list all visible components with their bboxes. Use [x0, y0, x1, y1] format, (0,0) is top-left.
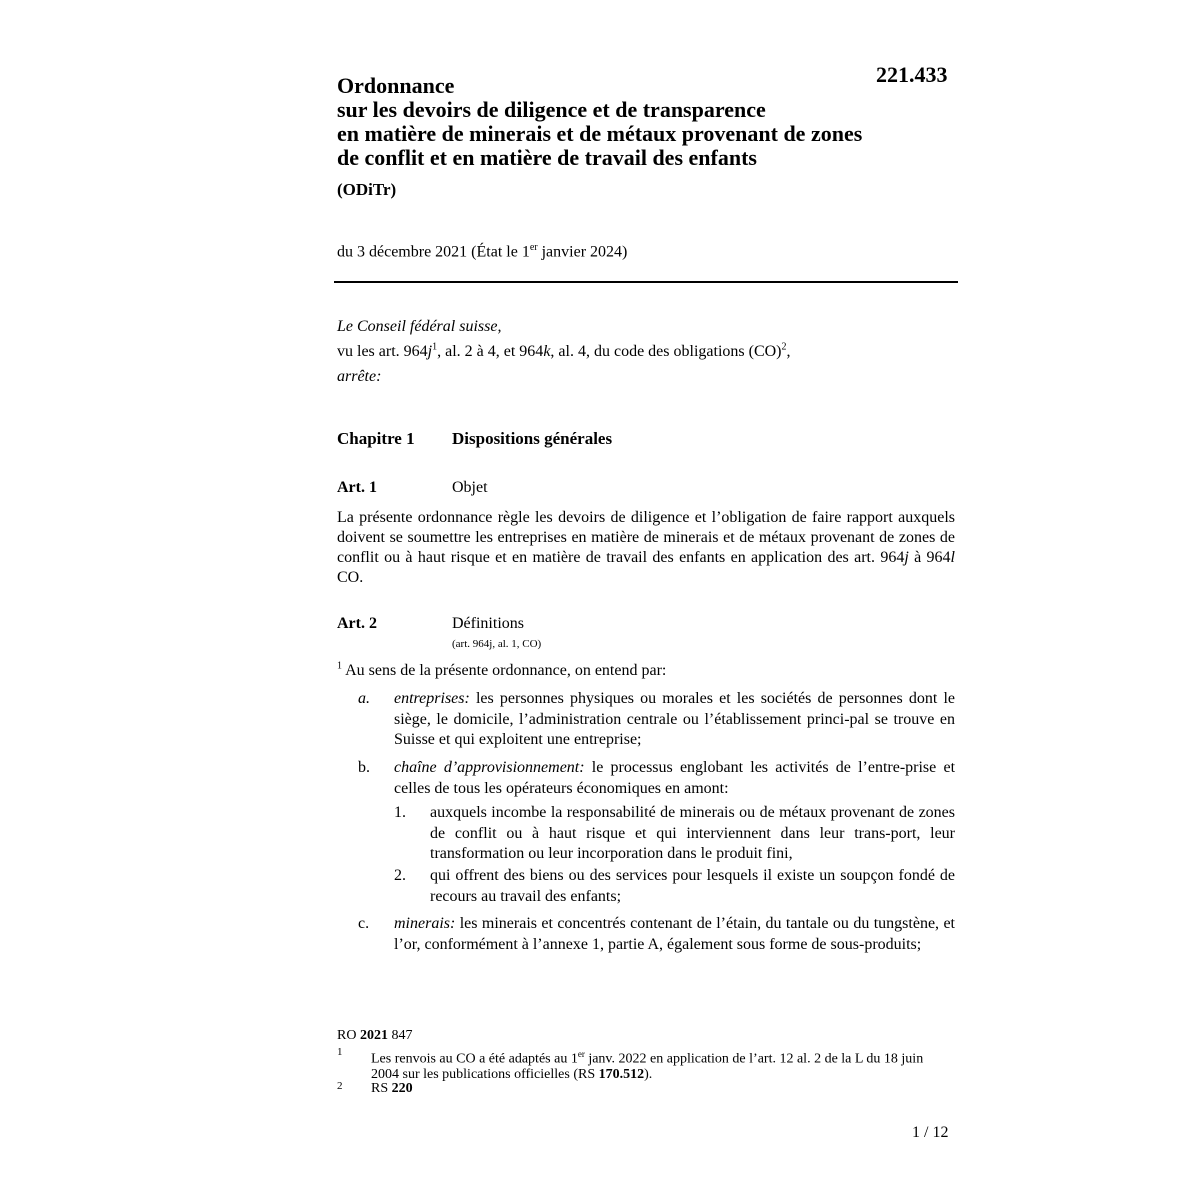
item-term: entreprises: [394, 690, 470, 707]
footnote-2-rs[interactable]: 220 [391, 1081, 413, 1096]
item-marker: b. [358, 759, 370, 776]
subitem-text: qui offrent des biens ou des services pour lesquels il existe un soupçon fondé de recours au travail des enfants; [430, 867, 955, 905]
footnote-1-rs[interactable]: 170.512 [598, 1066, 645, 1082]
article-2-reference: (art. 964j, al. 1, CO) [452, 638, 542, 650]
date-sup: er [529, 242, 538, 253]
article-2-label: Art. 2 [337, 615, 377, 632]
preamble-basis-text-c: , al. 4, du code des obligations (CO) [550, 343, 782, 360]
item-marker: a. [358, 690, 370, 707]
preamble-authority: Le Conseil fédéral suisse, [337, 318, 502, 335]
item-text [394, 758, 955, 799]
subitem-marker: 1. [394, 804, 406, 821]
preamble-basis-j: j [427, 343, 433, 360]
article-2-title: Définitions [452, 615, 524, 632]
article-2-heading [337, 615, 524, 633]
title-line-4: de conflit et en matière de travail des enfants [337, 145, 757, 170]
article-1-text-l: l [950, 549, 955, 566]
article-1-text [337, 508, 955, 588]
footnote-1-sup: er [577, 1049, 585, 1059]
article-1-heading [337, 479, 488, 497]
footnote-ref-2[interactable]: 2 [781, 341, 787, 353]
article-2-intro [337, 661, 955, 681]
horizontal-rule [334, 281, 958, 283]
title-line-3: en matière de minerais et de métaux provenant de zones [337, 121, 863, 146]
footnote-1-text-a: Les renvois au CO a été adaptés au 1 [371, 1051, 578, 1067]
paragraph-number: 1 [337, 660, 342, 672]
article-2-intro-text: Au sens de la présente ordonnance, on entend par: [342, 662, 667, 679]
subitem-text: auxquels incombe la responsabilité de minerais ou de métaux provenant de zones de conflit ou à haut risque et qui interviennent dans leur trans-port, leur transformation ou leur incorporation dans le produit fini, [430, 804, 955, 862]
article-1-text-c: CO. [337, 569, 364, 586]
ro-year: 2021 [359, 1028, 388, 1043]
preamble-basis-k: k [543, 343, 551, 360]
footnote-number: 1 [337, 1046, 343, 1058]
ro-prefix: RO [337, 1028, 360, 1043]
preamble-basis-text-a: vu les art. 964 [337, 343, 428, 360]
item-term: chaîne d’approvisionnement: [394, 759, 585, 776]
title-line-2: sur les devoirs de diligence et de transparence [337, 97, 766, 122]
footnote-text [371, 1081, 951, 1096]
chapter-label: Chapitre 1 [337, 429, 415, 448]
item-body: les minerais et concentrés contenant de l’étain, du tantale ou du tungstène, et l’or, conformément à l’annexe 1, partie A, également sous forme de sous-produits; [394, 915, 955, 953]
article-1-text-j: j [904, 549, 909, 566]
footnote-1-text-c: ). [644, 1066, 653, 1082]
item-body: les personnes physiques ou morales et les sociétés de personnes dont le siège, le domicile, l’administration centrale ou l’établissement princi-pal se trouve en Suisse et qui exploitent une entreprise; [394, 690, 955, 748]
article-1-title: Objet [452, 479, 488, 496]
date-suffix: janvier 2024) [537, 243, 628, 261]
article-1-text-b: à 964 [908, 549, 951, 566]
preamble-basis [337, 339, 957, 364]
date-prefix: du 3 décembre 2021 (État le 1 [337, 243, 530, 261]
preamble-basis-text-b: , al. 2 à 4, et 964 [437, 343, 544, 360]
footnote-ref-1[interactable]: 1 [432, 341, 438, 353]
official-compilation-ref [337, 1028, 412, 1044]
document-number: 221.433 [876, 62, 948, 87]
chapter-title: Dispositions générales [452, 429, 613, 448]
item-text [394, 914, 955, 955]
document-date [337, 242, 627, 261]
footnote-1-text-b: janv. 2022 en application de l’art. 12 al. 2 de la L du 18 juin 2004 sur les publications officielles (RS [371, 1051, 924, 1082]
subitem-marker: 2. [394, 867, 406, 884]
article-1-label: Art. 1 [337, 479, 377, 496]
document-title [337, 74, 897, 170]
footnote-2-prefix: RS [371, 1081, 392, 1096]
chapter-heading [337, 429, 612, 449]
footnote-number: 2 [337, 1080, 343, 1092]
ro-page: 847 [387, 1028, 413, 1043]
preamble [337, 314, 957, 389]
title-line-1: Ordonnance [337, 73, 455, 98]
item-marker: c. [358, 915, 370, 932]
item-term: minerais: [394, 915, 456, 932]
item-text [394, 689, 955, 751]
article-1-text-a: La présente ordonnance règle les devoirs de diligence et l’obligation de faire rapport auxquels doivent se soumettre les entreprises en matière de minerais et de métaux provenant de zones de conflit ou à haut risque et en matière de travail des enfants en application des art. 964 [337, 509, 955, 566]
preamble-basis-text-d: , [786, 343, 791, 360]
preamble-decree: arrête: [337, 368, 382, 385]
footnote-text [371, 1047, 951, 1082]
page-number: 1 / 12 [912, 1124, 949, 1141]
item-body: le processus englobant les activités de l’entre-prise et celles de tous les opérateurs économiques en amont: [394, 759, 956, 797]
document-abbreviation: (ODiTr) [337, 180, 397, 199]
